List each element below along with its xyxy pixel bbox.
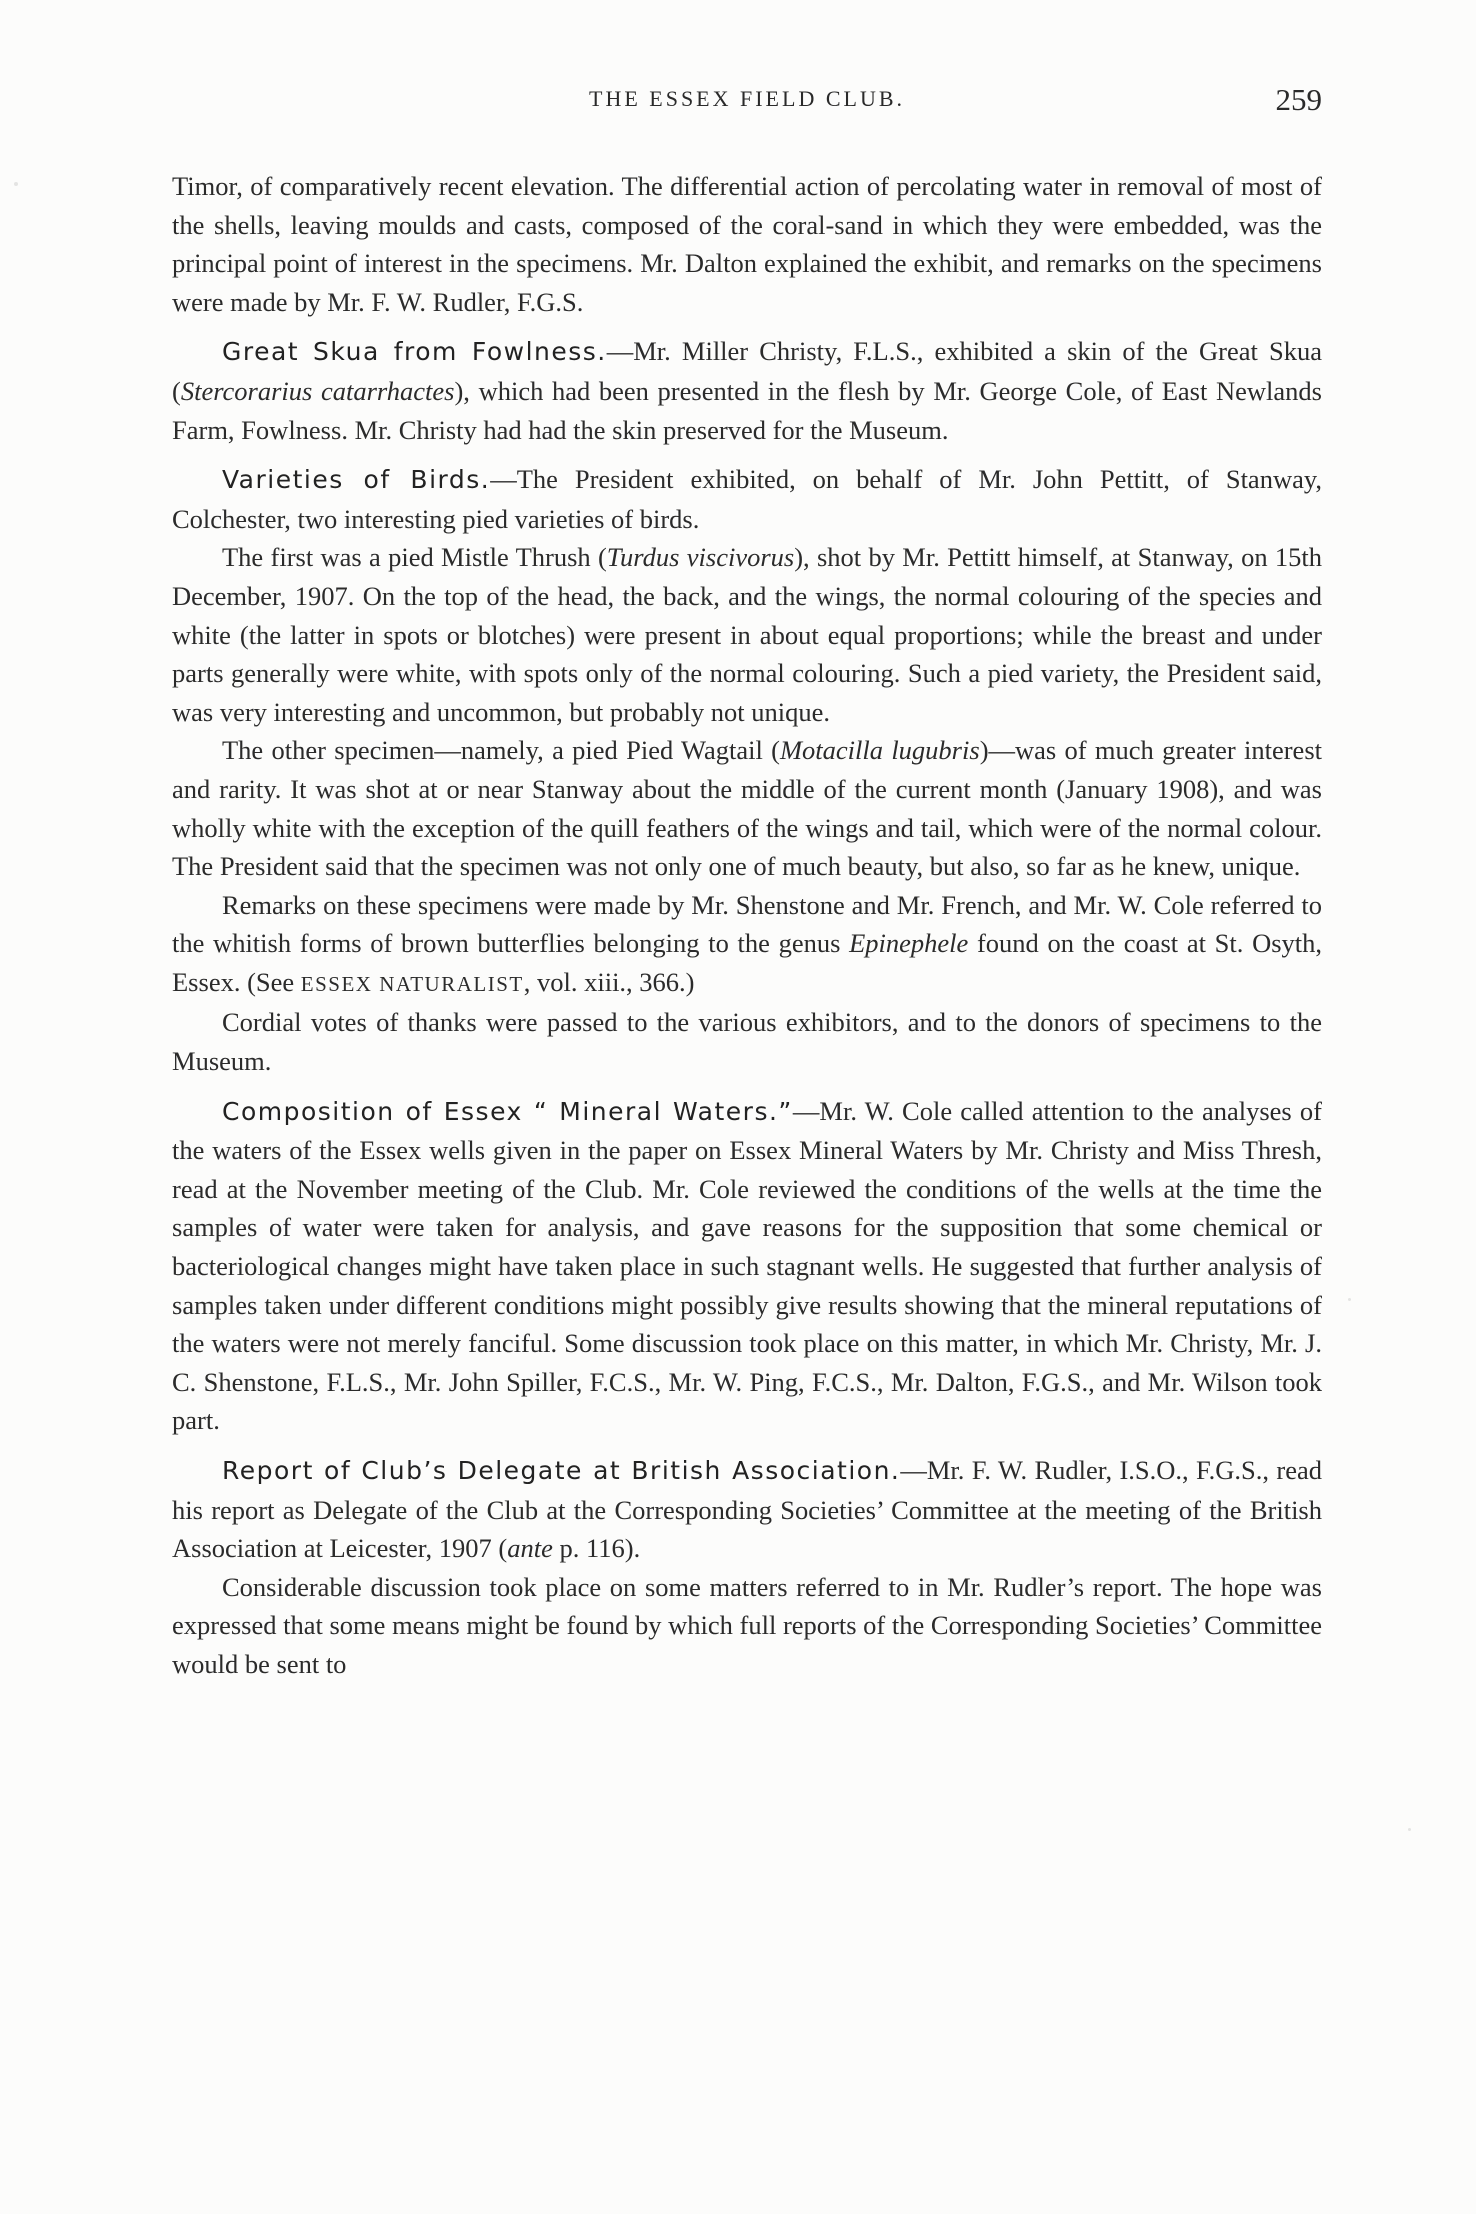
genus-name: Epinephele xyxy=(849,928,969,959)
page-number: 259 xyxy=(1275,82,1322,117)
paragraph-timor: Timor, of comparatively recent elevation. The differential action of percolating water in removal of most of the shells, leaving moulds and casts, composed of the coral-sand in which they were embedded, was the principal point of interest in the specimens. Mr. Dalton explained the exhibit, and remarks on the specimens were made by Mr. F. W. Rudler, F.G.S. xyxy=(172,171,1322,317)
paragraph-mistle-thrush xyxy=(172,538,1322,731)
text-span: —Mr. F. W. Rudler, I.S.O., F.G.S., read his report as Delegate of the Club at the Corresponding Societies’ Committee at the meeting of the British Association at Leicester, 1907 ( xyxy=(172,1455,1322,1564)
paragraph-varieties-of-birds xyxy=(172,460,1322,538)
paper-speck xyxy=(1408,1828,1411,1831)
paragraph-great-skua xyxy=(172,332,1322,449)
paper-speck xyxy=(14,182,18,186)
section-heading-great-skua: Great Skua from Fowlness. xyxy=(222,337,607,367)
running-title: THE ESSEX FIELD CLUB. xyxy=(589,86,905,111)
text-span: —Mr. Miller Christy, F.L.S., exhibited a skin of the Great Skua ( xyxy=(172,336,1322,406)
section-heading-mineral-waters: Composition of Essex “ Mineral Waters.” xyxy=(222,1096,793,1126)
species-name: Stercorarius catarrhactes xyxy=(180,375,455,406)
species-name: Motacilla lugubris xyxy=(779,735,980,766)
text-span: Remarks on these specimens were made by Mr. Shenstone and Mr. French, and Mr. W. Cole referred to the whitish forms of brown butterflies belonging to the genus xyxy=(172,889,1322,959)
text-span: ), shot by Mr. Pettitt himself, at Stanway, on 15th December, 1907. On the top of the head, the back, and the wings, the normal colouring of the species and white (the latter in spots or blotches) were present in about equal proportions; while the breast and under parts generally were white, with spots only of the normal colouring. Such a pied variety, the President said, was very interesting and uncommon, but probably not unique. xyxy=(172,542,1322,727)
text-span: ), which had been presented in the flesh by Mr. George Cole, of East Newlands Farm, Fowlness. Mr. Christy had had the skin preserved for the Museum. xyxy=(172,375,1322,445)
italic-word: ante xyxy=(507,1533,553,1564)
paragraph-discussion: Considerable discussion took place on some matters referred to in Mr. Rudler’s report. The hope was expressed that some means might be found by which full reports of the Corresponding Societies’ Committee would be sent to xyxy=(172,1571,1322,1679)
body-text xyxy=(172,167,1322,1684)
paper-speck xyxy=(1348,1298,1351,1301)
text-span: The first was a pied Mistle Thrush ( xyxy=(222,542,607,573)
text-span: )—was of much greater interest and rarity. It was shot at or near Stanway about the middle of the current month (January 1908), and was wholly white with the exception of the quill feathers of the wings and tail, which were of the normal colour. The President said that the specimen was not only one of much beauty, but also, so far as he knew, unique. xyxy=(172,735,1322,882)
species-name: Turdus viscivorus xyxy=(606,542,795,573)
page-header xyxy=(172,82,1322,126)
paragraph-remarks xyxy=(172,886,1322,1004)
text-span: , vol. xiii., 366.) xyxy=(523,966,695,997)
paragraph-delegate-report xyxy=(172,1451,1322,1568)
section-heading-varieties-of-birds: Varieties of Birds. xyxy=(222,465,491,495)
text-span: The other specimen—namely, a pied Pied Wagtail ( xyxy=(222,735,780,766)
section-heading-delegate-report: Report of Club’s Delegate at British Association. xyxy=(222,1456,901,1485)
text-span: —The President exhibited, on behalf of Mr. John Pettitt, of Stanway, Colchester, two interesting pied varieties of birds. xyxy=(172,464,1323,534)
paragraph-thanks: Cordial votes of thanks were passed to the various exhibitors, and to the donors of specimens to the Museum. xyxy=(172,1007,1322,1077)
paragraph-pied-wagtail xyxy=(172,731,1322,885)
text-span: —Mr. W. Cole called attention to the analyses of the waters of the Essex wells given in the paper on Essex Mineral Waters by Mr. Christy and Miss Thresh, read at the November meeting of the Club. Mr. Cole reviewed the conditions of the wells at the time the samples of water were taken for analysis, and gave reasons for the supposition that some chemical or bacteriological changes might have taken place in such stagnant wells. He suggested that further analysis of samples taken under different conditions might possibly give results showing that the mineral reputations of the waters were not merely fanciful. Some discussion took place on this matter, in which Mr. Christy, Mr. J. C. Shenstone, F.L.S., Mr. John Spiller, F.C.S., Mr. W. Ping, F.C.S., Mr. Dalton, F.G.S., and Mr. Wilson took part. xyxy=(172,1095,1322,1436)
paragraph-mineral-waters xyxy=(172,1092,1322,1440)
text-span: found on the coast at St. Osyth, Essex. (See xyxy=(172,928,1323,997)
journal-title: ESSEX NATURALIST xyxy=(300,971,524,996)
text-span: p. 116). xyxy=(552,1533,641,1564)
